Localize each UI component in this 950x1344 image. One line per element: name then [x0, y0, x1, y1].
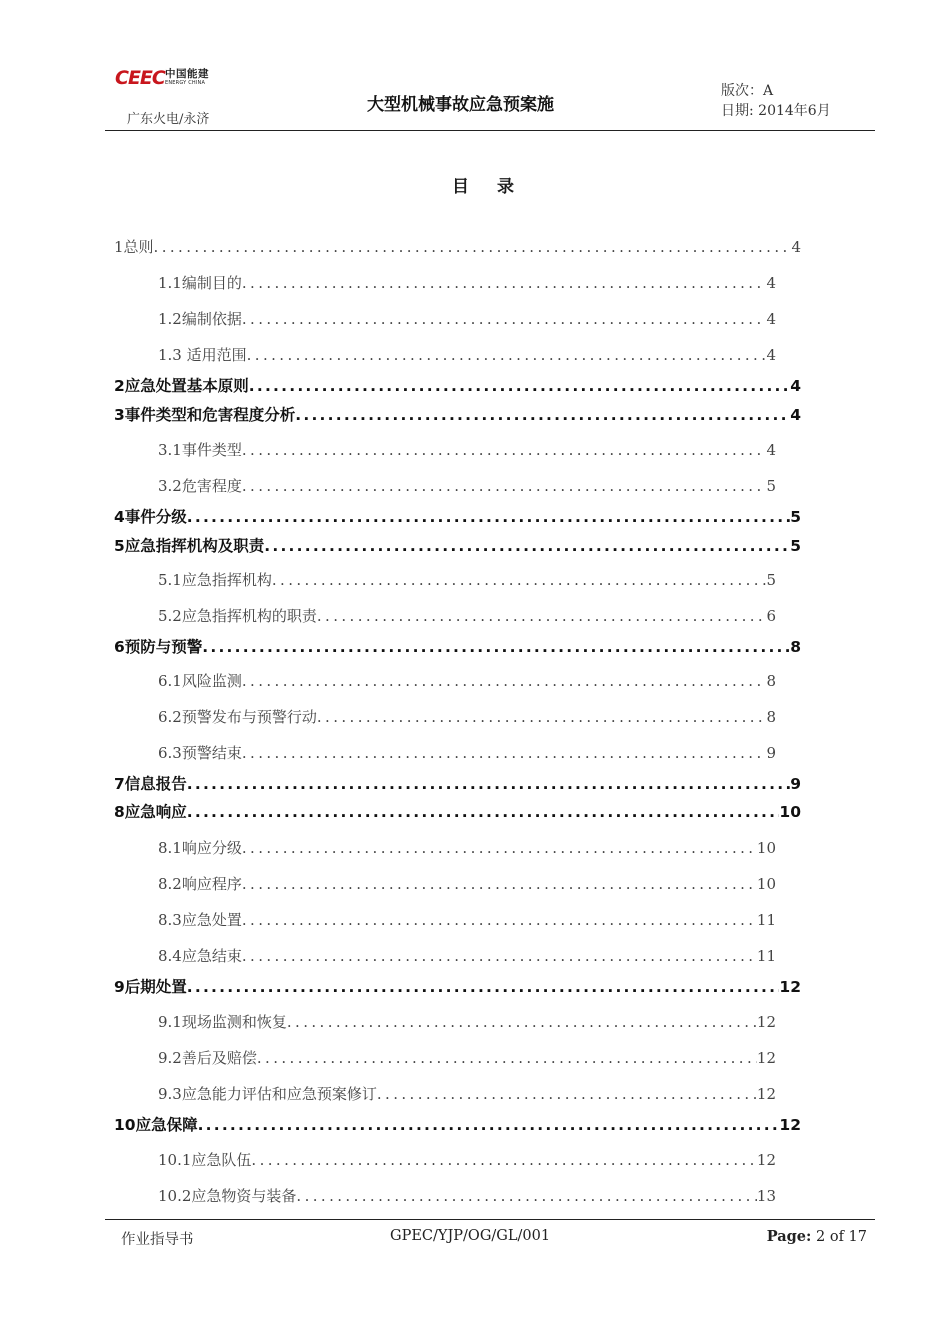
toc-dot-leader [242, 477, 767, 495]
toc-dot-leader [251, 1151, 757, 1169]
toc-dot-leader [187, 775, 790, 793]
toc-dot-leader [287, 1013, 757, 1031]
toc-entry-label: 1总则 [114, 238, 154, 256]
page-header [105, 60, 875, 131]
logo-mark: CEEC [115, 67, 165, 89]
toc-entry-page: 4 [766, 274, 776, 292]
toc-entry[interactable] [114, 772, 801, 794]
toc-entry[interactable] [158, 909, 776, 930]
toc-entry-page: 8 [790, 638, 801, 656]
toc-entry-page: 13 [756, 1187, 776, 1205]
toc-entry-label: 5应急指挥机构及职责 [114, 537, 265, 555]
toc-entry-label: 5.1应急指挥机构 [158, 571, 272, 589]
page-footer [105, 1219, 875, 1260]
document-date: 日期: 2014年6月 [721, 103, 831, 119]
toc-entry-label: 10应急保障 [114, 1116, 198, 1134]
toc-dot-leader [296, 1187, 757, 1205]
toc-entry-label: 8.4应急结束 [158, 947, 242, 965]
toc-entry-page: 4 [791, 238, 801, 256]
toc-entry[interactable] [158, 1083, 776, 1104]
toc-dot-leader [377, 1085, 757, 1103]
toc-entry[interactable] [158, 1149, 776, 1170]
toc-entry-label: 6.2预警发布与预警行动 [158, 708, 317, 726]
toc-dot-leader [202, 638, 790, 656]
toc-entry-page: 8 [766, 708, 776, 726]
project-location: 广东火电/永济 [127, 112, 210, 127]
toc-entry[interactable] [158, 605, 776, 626]
toc-entry[interactable] [158, 670, 776, 691]
toc-dot-leader [242, 875, 757, 893]
toc-entry[interactable] [114, 505, 801, 527]
toc-dot-leader [187, 508, 790, 526]
toc-entry-label: 8.1响应分级 [158, 839, 242, 857]
toc-entry-label: 9.1现场监测和恢复 [158, 1013, 287, 1031]
footer-doc-type: 作业指导书 [121, 1232, 194, 1248]
toc-entry-page: 12 [756, 1013, 776, 1031]
toc-entry[interactable] [158, 569, 776, 590]
toc-entry[interactable] [158, 837, 776, 858]
toc-entry[interactable] [158, 475, 776, 496]
document-version: 版次：A [721, 83, 774, 99]
toc-entry-page: 12 [756, 1049, 776, 1067]
toc-entry[interactable] [114, 403, 801, 425]
toc-dot-leader [247, 346, 767, 364]
toc-entry-page: 10 [779, 803, 801, 821]
company-logo [115, 64, 215, 94]
logo-english-text: ENERGY CHINA [165, 80, 206, 86]
toc-entry[interactable] [158, 344, 776, 365]
toc-entry-label: 10.1应急队伍 [158, 1151, 252, 1169]
toc-dot-leader [154, 238, 792, 256]
toc-entry-label: 2应急处置基本原则 [114, 377, 249, 395]
toc-entry-label: 9后期处置 [114, 978, 187, 996]
toc-entry-label: 9.2善后及赔偿 [158, 1049, 257, 1067]
toc-entry-page: 12 [756, 1085, 776, 1103]
toc-entry[interactable] [158, 742, 776, 763]
toc-entry-page: 9 [790, 775, 801, 793]
toc-entry-page: 4 [766, 346, 776, 364]
toc-entry-page: 8 [766, 672, 776, 690]
toc-entry-page: 6 [766, 607, 776, 625]
toc-entry[interactable] [158, 308, 776, 329]
toc-entry[interactable] [114, 635, 801, 657]
logo-chinese-text: 中国能建 [165, 68, 209, 80]
toc-entry[interactable] [158, 873, 776, 894]
toc-dot-leader [295, 406, 790, 424]
toc-entry-label: 6.3预警结束 [158, 744, 242, 762]
toc-entry-label: 1.1编制目的 [158, 274, 242, 292]
toc-entry-page: 10 [756, 839, 776, 857]
footer-page-label: Page: [766, 1228, 812, 1245]
toc-entry-page: 11 [756, 947, 776, 965]
toc-entry-page: 12 [779, 978, 801, 996]
toc-entry[interactable] [114, 374, 801, 396]
toc-dot-leader [187, 803, 780, 821]
toc-entry-page: 11 [756, 911, 776, 929]
toc-entry-label: 8.3应急处置 [158, 911, 242, 929]
toc-entry-label: 5.2应急指挥机构的职责 [158, 607, 317, 625]
toc-entry-page: 5 [790, 537, 801, 555]
toc-dot-leader [242, 744, 767, 762]
toc-entry[interactable] [114, 534, 801, 556]
toc-dot-leader [272, 571, 767, 589]
toc-entry-page: 10 [756, 875, 776, 893]
toc-entry-page: 9 [766, 744, 776, 762]
toc-dot-leader [249, 377, 790, 395]
toc-entry[interactable] [158, 706, 776, 727]
footer-page-value: 2 of 17 [816, 1229, 867, 1245]
toc-entry[interactable] [158, 439, 776, 460]
footer-doc-code: GPEC/YJP/OG/GL/001 [390, 1228, 551, 1244]
toc-entry-page: 5 [766, 477, 776, 495]
toc-entry-label: 6预防与预警 [114, 638, 203, 656]
toc-dot-leader [242, 911, 757, 929]
toc-dot-leader [257, 1049, 757, 1067]
toc-entry-label: 6.1风险监测 [158, 672, 242, 690]
toc-entry-page: 4 [766, 310, 776, 328]
toc-entry-label: 9.3应急能力评估和应急预案修订 [158, 1085, 377, 1103]
toc-dot-leader [187, 978, 780, 996]
toc-entry-page: 4 [790, 377, 801, 395]
toc-entry-page: 4 [766, 441, 776, 459]
toc-entry-label: 8.2响应程序 [158, 875, 242, 893]
toc-entry-page: 5 [766, 571, 776, 589]
toc-entry-label: 3事件类型和危害程度分析 [114, 406, 296, 424]
toc-entry[interactable] [158, 945, 776, 966]
toc-dot-leader [242, 310, 767, 328]
toc-entry[interactable] [158, 272, 776, 293]
toc-entry-page: 12 [756, 1151, 776, 1169]
toc-entry-label: 8应急响应 [114, 803, 187, 821]
toc-entry-label: 3.2危害程度 [158, 477, 242, 495]
toc-entry-label: 1.2编制依据 [158, 310, 242, 328]
toc-dot-leader [242, 441, 767, 459]
toc-entry[interactable] [158, 1185, 776, 1206]
toc-dot-leader [317, 607, 767, 625]
toc-entry[interactable] [158, 1011, 776, 1032]
toc-entry[interactable] [158, 1047, 776, 1068]
toc-entry[interactable] [114, 236, 801, 257]
toc-entry-label: 7信息报告 [114, 775, 187, 793]
toc-entry-label: 4事件分级 [114, 508, 187, 526]
toc-entry-label: 10.2应急物资与装备 [158, 1187, 297, 1205]
toc-entry-label: 3.1事件类型 [158, 441, 242, 459]
toc-entry-page: 5 [790, 508, 801, 526]
toc-dot-leader [242, 947, 757, 965]
toc-dot-leader [264, 537, 790, 555]
toc-entry[interactable] [114, 800, 801, 822]
toc-dot-leader [242, 672, 767, 690]
footer-page-number [767, 1228, 867, 1245]
document-title: 大型机械事故应急预案施 [367, 95, 554, 115]
toc-heading: 目录 [452, 177, 542, 197]
toc-dot-leader [242, 839, 757, 857]
toc-dot-leader [242, 274, 767, 292]
toc-entry[interactable] [114, 975, 801, 997]
toc-entry[interactable] [114, 1113, 801, 1135]
toc-dot-leader [317, 708, 767, 726]
toc-dot-leader [198, 1116, 780, 1134]
toc-entry-page: 12 [779, 1116, 801, 1134]
toc-entry-page: 4 [790, 406, 801, 424]
toc-entry-label: 1.3 适用范围 [158, 346, 247, 364]
